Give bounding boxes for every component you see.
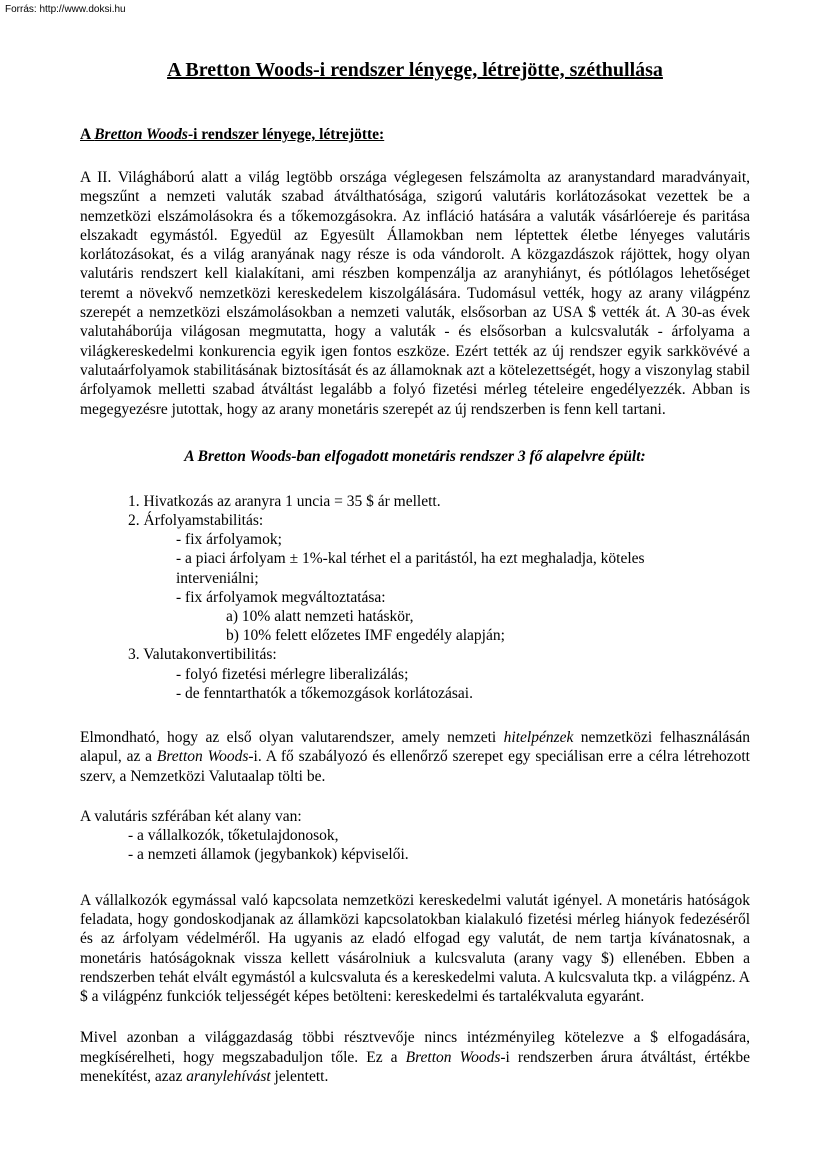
paragraph-4: A vállalkozók egymással való kapcsolata nemzetközi kereskedelmi valutát igényel. A monetáris hatóságok feladata, hogy gondoskodjanak az államközi kapcsolatokban kialakuló fizetési mérleg hiányok fedezéséről és az árfolyam védelméről. Ha ugyanis az eladó elfogad egy valutát, de nem tartja kívánatosnak, a monetáris hatóságoknak vissza kellett vásárolniuk a kulcsvaluta (arany vagy $) ellenében. Ebben a rendszerben tehát elvált egymástól a kulcsvaluta és a kereskedelmi valuta. A kulcsvaluta tkp. a világpénz. A $ a világpénz funkciók teljességét képes betölteni: kereskedelmi és tartalékvaluta egyaránt. [80,891,750,1006]
document-page [80,58,750,1086]
paragraph-2-part3: -i. A fő szabályozó és ellenőrző szerepet egy speciálisan erre a célra létrehozott szerv, a Nemzetközi Valutaalap tölti be. [80,748,750,785]
paragraph-2 [80,728,750,786]
paragraph-5-part2: -i rendszerben árura átváltást, értékbe menekítést, azaz [80,1048,750,1086]
principle-2: 2. Árfolyamstabilitás: [128,512,264,530]
paragraph-2-part2: nemzetközi felhasználásán alapul, az a [80,729,750,766]
paragraph-5-italic2: aranylehívást [186,1068,271,1086]
principle-2-item-b-line1: - a piaci árfolyam ± 1%-kal térhet el a paritástól, ha ezt meghaladja, köteles [176,550,645,568]
principle-2-item-c-b: b) 10% felett előzetes IMF engedély alapján; [226,627,505,645]
actor-2: - a nemzeti államok (jegybankok) képviselői. [128,846,409,864]
principle-2-item-c-a: a) 10% alatt nemzeti hatáskör, [226,608,414,626]
paragraph-5 [80,1028,750,1086]
principle-2-item-c: - fix árfolyamok megváltoztatása: [176,588,386,606]
section-heading [80,126,750,144]
principle-3: 3. Valutakonvertibilitás: [128,646,277,664]
principles-list [80,492,750,703]
paragraph-2-italic1: hitelpénzek [503,729,574,747]
principle-2-item-a: - fix árfolyamok; [176,531,282,549]
section-heading-suffix: -i rendszer lényege, létrejötte: [187,126,385,143]
actor-1: - a vállalkozók, tőketulajdonosok, [128,827,339,845]
principle-3-item-a: - folyó fizetési mérlegre liberalizálás; [176,665,409,683]
paragraph-5-italic1: Bretton Woods [405,1048,501,1066]
source-note: Forrás: http://www.doksi.hu [5,4,126,15]
paragraph-5-part1: Mivel azonban a világgazdaság többi résztvevője nincs intézményileg kötelezve a $ elfogadására, megkísérelheti, hogy megszabaduljon tőle. Ez a [80,1029,750,1066]
document-title: A Bretton Woods-i rendszer lényege, létrejötte, széthullása [167,59,663,81]
paragraph-3: A valutáris szférában két alany van: [80,807,302,825]
paragraph-5-part3: jelentett. [270,1068,329,1086]
principle-1: 1. Hivatkozás az aranyra 1 uncia = 35 $ ár mellett. [128,492,441,510]
paragraph-2-part1: Elmondható, hogy az első olyan valutarendszer, amely nemzeti [80,729,504,747]
paragraph-2-italic2: Bretton Woods [156,748,249,766]
principle-2-item-b-line2: interveniálni; [176,569,259,587]
principle-3-item-b: - de fenntarthatók a tőkemozgások korlátozásai. [176,684,473,702]
subheading: A Bretton Woods-ban elfogadott monetáris rendszer 3 fő alapelvre épült: [184,447,646,465]
section-heading-prefix: A [80,126,95,143]
section-heading-italic: Bretton Woods [94,126,188,143]
paragraph-1: A II. Világháború alatt a világ legtöbb országa véglegesen felszámolta az aranystandard maradványait, megszűnt a nemzeti valuták szabad átválthatósága, szigorú valutáris korlátozásokat vezettek be a nemzetközi elszámolásokra és a tőkemozgásokra. Az infláció hatására a valuták vásárlóereje és paritása elszakadt egymástól. Egyedül az Egyesült Államokban nem léptettek életbe lényeges valutáris korlátozásokat, és a világ aranyának nagy része is oda vándorolt. A közgazdászok rájöttek, hogy olyan valutáris rendszert kell kialakítani, ami részben kompenzálja az aranyhiányt, és pótlólagos lehetőséget teremt a növekvő nemzetközi kereskedelem kiszolgálására. Tudomásul vették, hogy az arany világpénz szerepét a nemzetközi elszámolásokban a nemzeti valuták, elsősorban az USA $ vették át. A 30-as évek valutaháborúja világosan megmutatta, hogy a valuták - és elsősorban a kulcsvaluták - árfolyama a világkereskedelmi konkurencia egyik igen fontos eszköze. Ezért tették az új rendszer egyik sarkkövévé a valutaárfolyamok stabilitásának biztosítását és az államoknak azt a kötelezettségét, hogy a viszonylag stabil árfolyamok melletti szabad átváltást legalább a folyó fizetési mérleg tételeire engedélyezzék. Abban is megegyezésre jutottak, hogy az arany monetáris szerepét az új rendszerben is fenn kell tartani. [80,169,750,418]
